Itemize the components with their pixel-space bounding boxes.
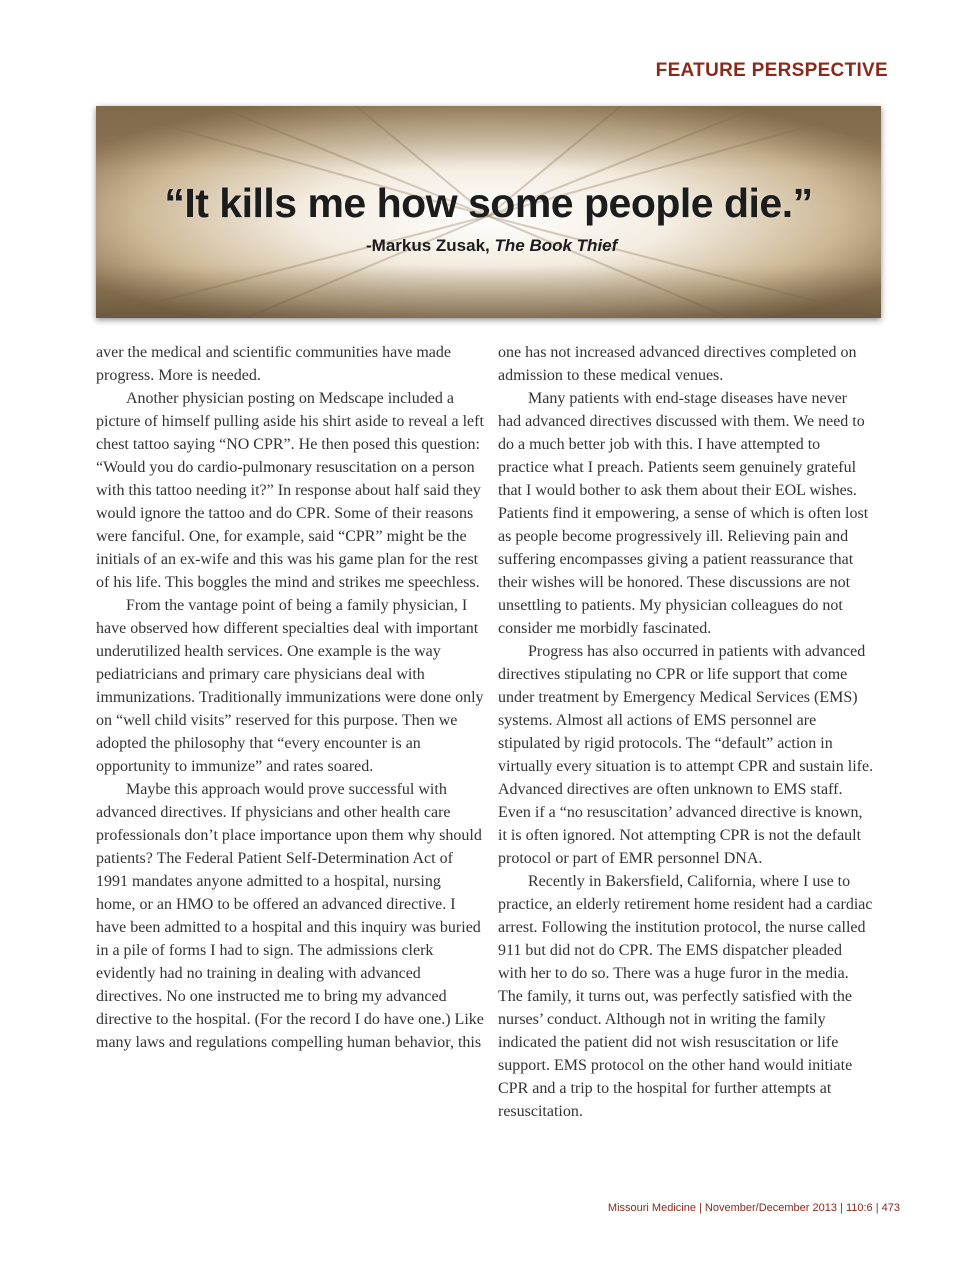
right-paragraph-2: Many patients with end-stage diseases have never had advanced directives discussed with them. We need to do a much better job with this. I have attempted to practice what I preach. Patients seem genuinely grateful that I would bother to ask them about their EOL wishes. Patients find it empowering, a sense of which is often lost as people become progressively ill. Relieving pain and suffering encompasses giving a patient reassurance that their wishes will be honored. These discussions are not unsettling to patients. My physician colleagues do not consider me morbidly fascinated. [498, 390, 869, 637]
page-footer: Missouri Medicine | November/December 2013 | 110:6 | 473 [607, 1202, 900, 1214]
left-column [96, 341, 484, 1054]
left-paragraph-4: Maybe this approach would prove successful with advanced directives. If physicians and other health care professionals don’t place importance upon them why should patients? The Federal Patient Self-Determination Act of 1991 mandates anyone admitted to a hospital, nursing home, or an HMO to be offered an advanced directive. I have been admitted to a hospital and this inquiry was buried in a pile of forms I had to sign. The admissions clerk evidently had no training in dealing with advanced directives. No one instructed me to bring my advanced directive to the hospital. (For the record I do have one.) Like many laws and regulations compelling human behavior, this [96, 781, 484, 1051]
banner-quote: “It kills me how some people die.” [164, 180, 813, 226]
attribution-title: The Book Thief [494, 236, 618, 255]
right-paragraph-3: Progress has also occurred in patients with advanced directives stipulating no CPR or life support that come under treatment by Emergency Medical Services (EMS) systems. Almost all actions of EMS personnel are stipulated by rigid protocols. The “default” action in virtually every situation is to attempt CPR and sustain life. Advanced directives are often unknown to EMS staff. Even if a “no resuscitation’ advanced directive is known, it is often ignored. Not attempting CPR is not the default protocol or part of EMR personnel DNA. [498, 643, 874, 867]
left-paragraph-2: Another physician posting on Medscape included a picture of himself pulling aside his shirt aside to reveal a left chest tattoo saying “NO CPR”. He then posed this question: “Would you do cardio-pulmonary resuscitation on a person with this tattoo needing it?” In response about half said they would ignore the tattoo and do CPR. Some of their reasons were fanciful. One, for example, said “CPR” might be the initials of an ex-wife and this was his game plan for the rest of his life. This boggles the mind and strikes me speechless. [96, 390, 484, 591]
left-paragraph-1: aver the medical and scientific communities have made progress. More is needed. [96, 344, 451, 384]
right-paragraph-4: Recently in Bakersfield, California, where I use to practice, an elderly retirement home resident had a cardiac arrest. Following the institution protocol, the nurse called 911 but did not do CPR. The EMS dispatcher pleaded with her to do so. There was a huge furor in the media. The family, it turns out, was perfectly satisfied with the nurses’ conduct. Although not in writing the family indicated the patient did not wish resuscitation or life support. EMS protocol on the other hand would initiate CPR and a trip to the hospital for further attempts at resuscitation. [498, 873, 873, 1120]
right-paragraph-1: one has not increased advanced directives completed on admission to these medical venues. [498, 344, 857, 384]
quote-banner [96, 106, 881, 318]
section-label: FEATURE PERSPECTIVE [655, 60, 888, 81]
banner-attribution [366, 236, 617, 256]
left-paragraph-3: From the vantage point of being a family physician, I have observed how different specialties deal with important underutilized health services. One example is the way pediatricians and primary care physicians deal with immunizations. Traditionally immunizations were done only on “well child visits” reserved for this purpose. Then we adopted the philosophy that “every encounter is an opportunity to immunize” and rates soared. [96, 597, 484, 775]
attribution-author: -Markus Zusak, [366, 236, 490, 255]
right-column [498, 341, 874, 1123]
